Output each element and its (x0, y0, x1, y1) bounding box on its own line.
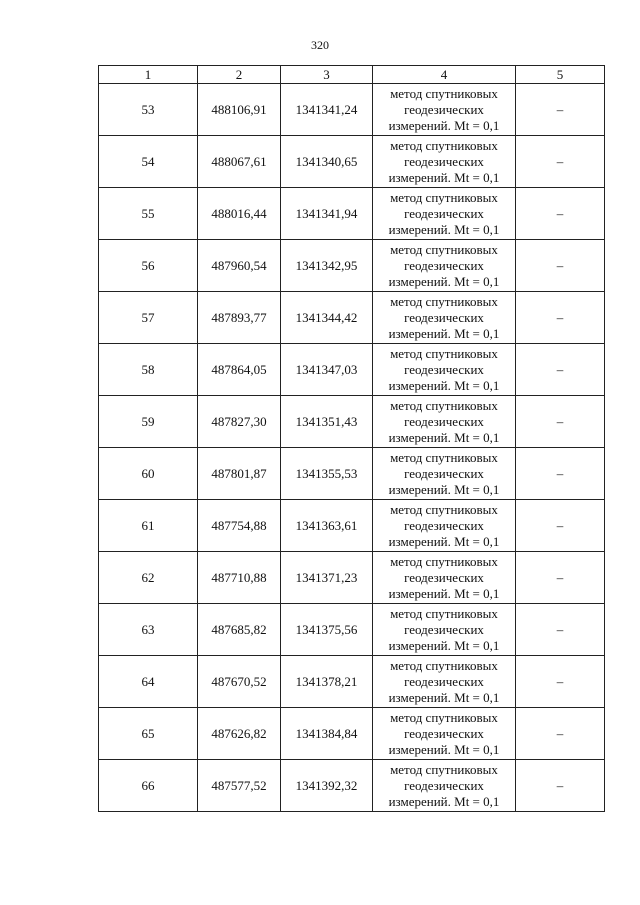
note-cell: – (516, 188, 605, 240)
table-row (99, 344, 605, 396)
point-number-cell: 62 (99, 552, 198, 604)
method-text-line: измерений. Mt = 0,1 (388, 689, 500, 705)
method-text-line: метод спутниковых (390, 85, 498, 101)
method-text-line: геодезических (404, 673, 484, 689)
x-coordinate-cell: 488106,91 (198, 84, 281, 136)
table-row (99, 240, 605, 292)
y-coordinate-cell: 1341378,21 (281, 656, 373, 708)
column-header-5: 5 (516, 66, 605, 84)
method-text-line: геодезических (404, 205, 484, 221)
method-text-line: геодезических (404, 101, 484, 117)
method-text-line: измерений. Mt = 0,1 (388, 793, 500, 809)
method-text-line: измерений. Mt = 0,1 (388, 117, 500, 133)
x-coordinate-cell: 487754,88 (198, 500, 281, 552)
table-row (99, 708, 605, 760)
point-number-cell: 54 (99, 136, 198, 188)
method-text-line: геодезических (404, 413, 484, 429)
point-number-cell: 59 (99, 396, 198, 448)
method-text-line: измерений. Mt = 0,1 (388, 585, 500, 601)
method-text-line: метод спутниковых (390, 657, 498, 673)
note-cell: – (516, 292, 605, 344)
method-text-line: измерений. Mt = 0,1 (388, 169, 500, 185)
y-coordinate-cell: 1341341,94 (281, 188, 373, 240)
method-text-line: геодезических (404, 517, 484, 533)
method-text-line: метод спутниковых (390, 137, 498, 153)
column-header-2: 2 (198, 66, 281, 84)
point-number-cell: 64 (99, 656, 198, 708)
column-header-1: 1 (99, 66, 198, 84)
note-cell: – (516, 240, 605, 292)
point-number-cell: 63 (99, 604, 198, 656)
method-text-line: геодезических (404, 309, 484, 325)
table-row (99, 604, 605, 656)
method-text-line: метод спутниковых (390, 709, 498, 725)
note-cell: – (516, 396, 605, 448)
method-text-line: метод спутниковых (390, 397, 498, 413)
method-text-line: метод спутниковых (390, 553, 498, 569)
point-number-cell: 61 (99, 500, 198, 552)
table-row (99, 292, 605, 344)
method-text-line: измерений. Mt = 0,1 (388, 741, 500, 757)
method-text-line: метод спутниковых (390, 605, 498, 621)
table-row (99, 448, 605, 500)
method-text-line: метод спутниковых (390, 293, 498, 309)
table-row (99, 396, 605, 448)
method-cell (373, 188, 516, 240)
y-coordinate-cell: 1341342,95 (281, 240, 373, 292)
method-text-line: измерений. Mt = 0,1 (388, 221, 500, 237)
x-coordinate-cell: 488016,44 (198, 188, 281, 240)
method-text-line: метод спутниковых (390, 761, 498, 777)
method-cell (373, 448, 516, 500)
x-coordinate-cell: 487626,82 (198, 708, 281, 760)
method-cell (373, 344, 516, 396)
method-cell (373, 708, 516, 760)
table-row (99, 656, 605, 708)
method-cell (373, 240, 516, 292)
x-coordinate-cell: 487960,54 (198, 240, 281, 292)
point-number-cell: 66 (99, 760, 198, 812)
x-coordinate-cell: 487864,05 (198, 344, 281, 396)
table-row (99, 552, 605, 604)
method-text-line: метод спутниковых (390, 241, 498, 257)
table-row (99, 500, 605, 552)
x-coordinate-cell: 487670,52 (198, 656, 281, 708)
y-coordinate-cell: 1341384,84 (281, 708, 373, 760)
coordinates-table (98, 65, 605, 812)
method-cell (373, 656, 516, 708)
point-number-cell: 53 (99, 84, 198, 136)
method-cell (373, 136, 516, 188)
method-text-line: геодезических (404, 257, 484, 273)
point-number-cell: 60 (99, 448, 198, 500)
method-text-line: геодезических (404, 153, 484, 169)
method-text-line: метод спутниковых (390, 189, 498, 205)
method-text-line: геодезических (404, 569, 484, 585)
y-coordinate-cell: 1341363,61 (281, 500, 373, 552)
method-text-line: геодезических (404, 361, 484, 377)
note-cell: – (516, 552, 605, 604)
table-body (99, 84, 605, 812)
method-text-line: измерений. Mt = 0,1 (388, 377, 500, 393)
point-number-cell: 56 (99, 240, 198, 292)
method-text-line: измерений. Mt = 0,1 (388, 481, 500, 497)
method-text-line: измерений. Mt = 0,1 (388, 273, 500, 289)
x-coordinate-cell: 487827,30 (198, 396, 281, 448)
y-coordinate-cell: 1341355,53 (281, 448, 373, 500)
note-cell: – (516, 344, 605, 396)
y-coordinate-cell: 1341351,43 (281, 396, 373, 448)
x-coordinate-cell: 487710,88 (198, 552, 281, 604)
method-text-line: геодезических (404, 465, 484, 481)
point-number-cell: 58 (99, 344, 198, 396)
note-cell: – (516, 708, 605, 760)
table-header-row (99, 66, 605, 84)
table-row (99, 136, 605, 188)
method-text-line: геодезических (404, 777, 484, 793)
note-cell: – (516, 656, 605, 708)
method-cell (373, 396, 516, 448)
method-cell (373, 500, 516, 552)
y-coordinate-cell: 1341341,24 (281, 84, 373, 136)
note-cell: – (516, 760, 605, 812)
x-coordinate-cell: 487801,87 (198, 448, 281, 500)
method-cell (373, 604, 516, 656)
method-text-line: геодезических (404, 725, 484, 741)
y-coordinate-cell: 1341347,03 (281, 344, 373, 396)
x-coordinate-cell: 487577,52 (198, 760, 281, 812)
y-coordinate-cell: 1341344,42 (281, 292, 373, 344)
note-cell: – (516, 604, 605, 656)
method-text-line: измерений. Mt = 0,1 (388, 533, 500, 549)
method-text-line: метод спутниковых (390, 345, 498, 361)
method-text-line: измерений. Mt = 0,1 (388, 429, 500, 445)
table-row (99, 760, 605, 812)
method-cell (373, 84, 516, 136)
column-header-3: 3 (281, 66, 373, 84)
method-text-line: метод спутниковых (390, 449, 498, 465)
x-coordinate-cell: 487893,77 (198, 292, 281, 344)
table-row (99, 84, 605, 136)
y-coordinate-cell: 1341371,23 (281, 552, 373, 604)
table-row (99, 188, 605, 240)
page-number: 320 (311, 38, 329, 52)
note-cell: – (516, 500, 605, 552)
method-text-line: измерений. Mt = 0,1 (388, 637, 500, 653)
column-header-4: 4 (373, 66, 516, 84)
method-cell (373, 292, 516, 344)
x-coordinate-cell: 488067,61 (198, 136, 281, 188)
point-number-cell: 55 (99, 188, 198, 240)
method-text-line: метод спутниковых (390, 501, 498, 517)
y-coordinate-cell: 1341375,56 (281, 604, 373, 656)
point-number-cell: 65 (99, 708, 198, 760)
x-coordinate-cell: 487685,82 (198, 604, 281, 656)
y-coordinate-cell: 1341392,32 (281, 760, 373, 812)
method-text-line: геодезических (404, 621, 484, 637)
note-cell: – (516, 84, 605, 136)
method-cell (373, 760, 516, 812)
method-text-line: измерений. Mt = 0,1 (388, 325, 500, 341)
point-number-cell: 57 (99, 292, 198, 344)
note-cell: – (516, 448, 605, 500)
method-cell (373, 552, 516, 604)
note-cell: – (516, 136, 605, 188)
y-coordinate-cell: 1341340,65 (281, 136, 373, 188)
